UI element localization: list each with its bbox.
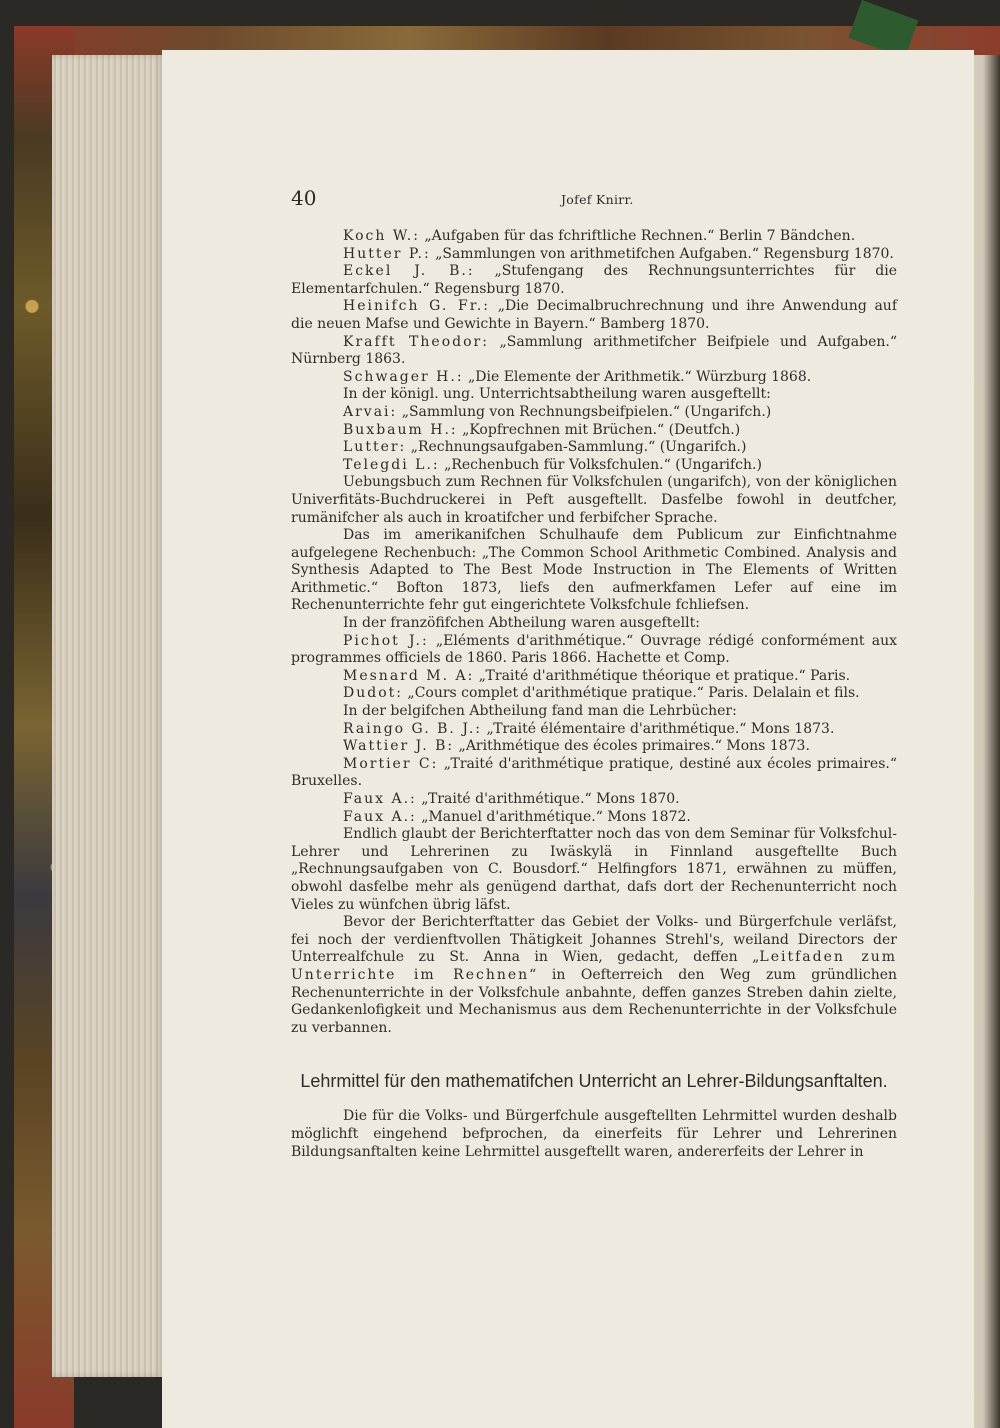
- entry: [291, 457, 897, 475]
- entry-text: „Arithmétique des écoles primaires.“ Mons 1873.: [454, 738, 810, 755]
- author: Arvai:: [343, 403, 398, 420]
- author: Hutter P.:: [343, 245, 431, 262]
- entry-text: „Traité élémentaire d'arithmétique.“ Mons 1873.: [482, 720, 835, 737]
- page-header: [291, 186, 897, 216]
- entry-text: „Aufgaben für das fchriftliche Rechnen.“ Berlin 7 Bändchen.: [419, 228, 856, 244]
- paragraph-text: Bevor der Berichterftatter das Gebiet der Volks- und Bürgerfchule verläfst, fei noch der verdienftvollen Thätigkeit Johannes Strehl's, weiland Directors der Unterrealfchule zu St. Anna in Wien, gedacht, deffen „: [291, 914, 897, 966]
- entry: [291, 527, 897, 615]
- spaced-title: Leitfaden zum Unterrichte im Rechnen: [291, 949, 897, 983]
- entry: [291, 404, 897, 422]
- author: Mesnard M. A:: [343, 667, 475, 684]
- page-edges: [52, 55, 164, 1377]
- entry-text: In der königl. ung. Unterrichtsabtheilung waren ausgeftellt:: [343, 386, 771, 403]
- entry: [291, 228, 897, 246]
- entry-text: „Die Elemente der Arithmetik.“ Würzburg 1868.: [463, 368, 812, 385]
- entry: [291, 298, 897, 333]
- entry: [291, 738, 897, 756]
- author: Lutter:: [343, 439, 407, 456]
- paragraph-text: “ in Oefterreich den Weg zum gründlichen Rechenunterrichte in der Volksfchule anbahnte, deffen ganzes Streben dahin zielte, Gedankenlofigkeit und Mechanismus aus dem Rechenunterrichte in der Volksfchule zu verbannen.: [291, 966, 898, 1036]
- author: Schwager H.:: [343, 368, 464, 385]
- entry-text: „Sammlung von Rechnungsbeifpielen.“ (Ungarifch.): [397, 403, 772, 420]
- section-paragraph: Die für die Volks- und Bürgerfchule ausgeftellten Lehrmittel wurden deshalb möglichft eingehend befprochen, da einerfeits für Lehrer und Lehrerinen Bildungsanftalten keine Lehrmittel ausgeftellt waren, andererfeits der Lehrer in: [291, 1108, 897, 1160]
- entry-text: „Die Decimalbruchrechnung und ihre Anwendung auf die neuen Mafse und Gewichte in Bayern.“ Bamberg 1870.: [291, 298, 898, 332]
- running-head: Jofef Knirr.: [561, 192, 634, 207]
- author: Wattier J. B:: [343, 738, 455, 755]
- author: Koch W.:: [343, 228, 420, 244]
- page-number: 40: [291, 186, 317, 210]
- entry-text: „Eléments d'arithmétique.“ Ouvrage rédigé conformément aux programmes officiels de 1860. Paris 1866. Hachette et Comp.: [291, 632, 897, 667]
- entry-text: In der belgifchen Abtheilung fand man die Lehrbücher:: [343, 703, 737, 720]
- entry: [291, 615, 897, 633]
- entry-text: „Cours complet d'arithmétique pratique.“ Paris. Delalain et fils.: [402, 685, 860, 702]
- entry: [291, 334, 897, 369]
- entry: [291, 474, 897, 527]
- author: Telegdi L.:: [343, 456, 440, 473]
- entry-text: „Traité d'arithmétique pratique, destiné aux écoles primaires.“ Bruxelles.: [291, 755, 897, 790]
- entry-text: Endlich glaubt der Berichterftatter noch das von dem Seminar für Volksfchul-Lehrer und Lehrerinen zu Iwäskylä in Finnland ausgeftellte Buch „Rechnungsaufgaben von C. Bousdorf.“ Helfingfors 1871, erwähnen zu müffen, obwohl dasfelbe mehr als genügend darthat, dafs dort der Rechenunterricht noch Vieles zu wünfchen übrig läfst.: [291, 826, 897, 913]
- entry-text: „Kopfrechnen mit Brüchen.“ (Deutfch.): [457, 421, 741, 438]
- entry-text: „Manuel d'arithmétique.“ Mons 1872.: [416, 808, 691, 825]
- entry-text: „Traité d'arithmétique théorique et pratique.“ Paris.: [474, 667, 851, 684]
- entry: [291, 439, 897, 457]
- entry: [291, 756, 897, 791]
- entry: [291, 369, 897, 387]
- entry-text: In der franzöfifchen Abtheilung waren ausgeftellt:: [343, 615, 700, 632]
- author: Krafft Theodor:: [343, 333, 489, 350]
- entry-text: Uebungsbuch zum Rechnen für Volksfchulen (ungarifch), von der königlichen Univerfitäts-Buchdruckerei in Peft ausgeftellt. Dasfelbe fowohl in deutfcher, rumänifcher als auch in kroatifcher und ferbifcher Sprache.: [291, 474, 897, 526]
- author: Pichot J.:: [343, 632, 429, 649]
- entry: [291, 246, 897, 264]
- entry-text: „Sammlungen von arithmetifchen Aufgaben.“ Regensburg 1870.: [430, 245, 894, 262]
- author: Raingo G. B. J.:: [343, 720, 483, 737]
- author: Faux A.:: [343, 808, 417, 825]
- entry-text: „Stufengang des Rechnungsunterrichtes für die Elementarfchulen.“ Regensburg 1870.: [291, 263, 897, 297]
- entry: [291, 668, 897, 686]
- strehl-paragraph: [291, 914, 897, 1037]
- entry: [291, 703, 897, 721]
- entry: [291, 826, 897, 914]
- facing-page-edge: [972, 55, 1000, 1428]
- entry-text: „Traité d'arithmétique.“ Mons 1870.: [416, 791, 680, 807]
- entry: [291, 263, 897, 298]
- author: Eckel J. B.:: [343, 263, 475, 280]
- author: Mortier C:: [343, 755, 439, 772]
- entry-text: „Rechnungsaufgaben-Sammlung.“ (Ungarifch.): [406, 439, 747, 456]
- entry: [291, 386, 897, 404]
- entry-text: „Rechenbuch für Volksfchulen.“ (Ungarifch.): [439, 456, 762, 473]
- entry: [291, 685, 897, 703]
- entry-text: „Sammlung arithmetifcher Beifpiele und Aufgaben.“ Nürnberg 1863.: [291, 333, 897, 368]
- entry: [291, 721, 897, 739]
- entry: [291, 422, 897, 440]
- entry-text: Das im amerikanifchen Schulhaufe dem Publicum zur Einfichtnahme aufgelegene Rechenbuch: „The Common School Arithmetic Combined. Analysis and Synthesis Adapted to The Best Mode Instruction in The Elements of Written Arithmetic.“ Bofton 1873, liefs den aufmerkfamen Lefer auf eine im Rechenunterrichte fehr gut eingerichtete Volksfchule fchliefsen.: [291, 527, 897, 614]
- section-heading: Lehrmittel für den mathematifchen Unterricht an Lehrer-Bildungsanftalten.: [300, 1071, 888, 1092]
- page-body: [291, 228, 897, 1161]
- entry: [291, 791, 897, 809]
- entry: [291, 633, 897, 668]
- author: Buxbaum H.:: [343, 421, 458, 438]
- entry: [291, 809, 897, 827]
- author: Faux A.:: [343, 791, 417, 807]
- author: Dudot:: [343, 685, 403, 702]
- author: Heinifch G. Fr.:: [343, 298, 491, 315]
